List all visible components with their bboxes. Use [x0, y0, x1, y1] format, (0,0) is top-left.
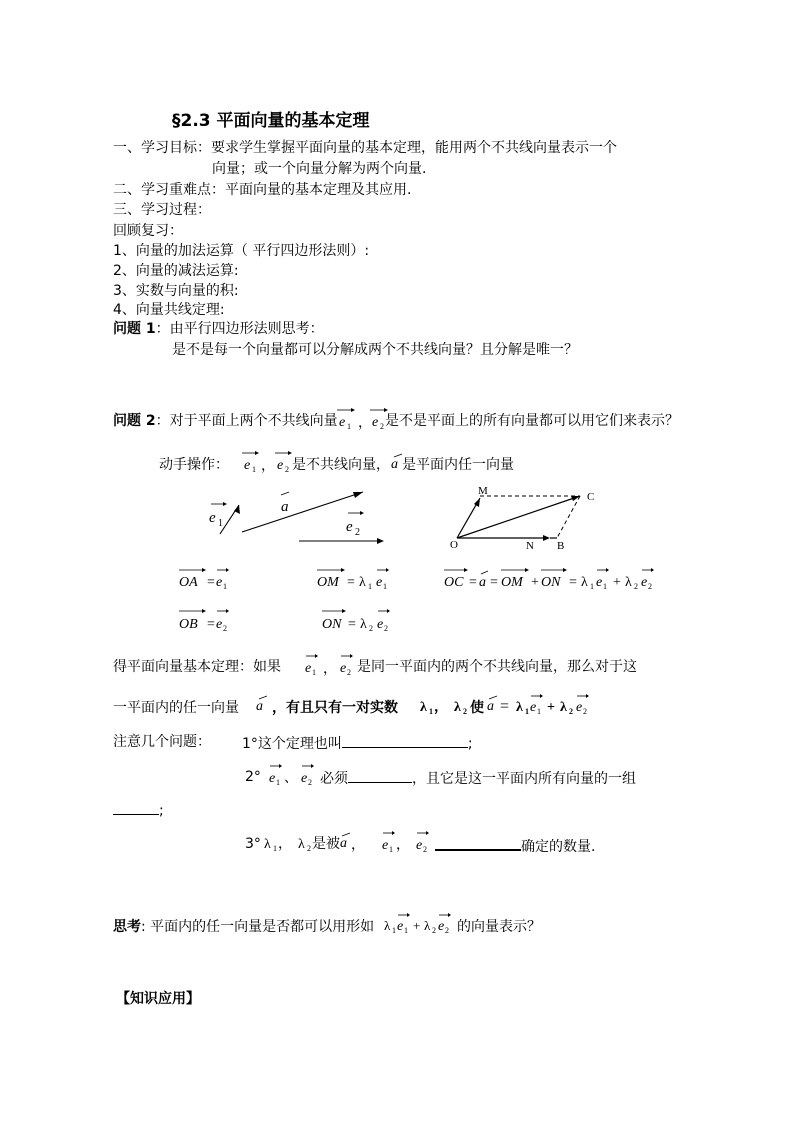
- svg-text:a: a: [391, 457, 398, 472]
- lambda-1: λ: [384, 918, 391, 933]
- page-title: §2.3 平面向量的基本定理: [172, 111, 370, 131]
- e1-symbol: e: [305, 661, 312, 676]
- note-1-end: ;: [467, 736, 473, 752]
- a-symbol: a: [487, 699, 494, 714]
- comma: ，: [323, 662, 337, 677]
- lambda-2: λ: [454, 700, 461, 715]
- vector-e1-sub: 1: [218, 518, 223, 529]
- eq-oc: OC: [444, 575, 464, 590]
- vector-e2-label: e: [346, 519, 353, 535]
- review-heading: 回顾复习：: [113, 223, 183, 239]
- lambda-1: λ: [264, 837, 271, 852]
- note-3: [435, 835, 595, 856]
- plus-sign: +: [531, 575, 539, 590]
- e2-symbol: e: [641, 575, 648, 590]
- hands-on-vectors: [236, 448, 296, 478]
- equation-block: [176, 566, 676, 638]
- theorem-mid: 是同一平面内的两个不共线向量，那么对于这: [357, 659, 637, 675]
- goal-line-2: 向量；或一个向量分解为两个向量.: [212, 161, 427, 177]
- e2-symbol: e: [301, 771, 308, 786]
- a-symbol: a: [340, 836, 347, 851]
- separator: 、: [284, 771, 298, 786]
- review-item: 3、实数与向量的积:: [113, 283, 239, 299]
- review-item: 2、向量的减法运算:: [113, 263, 239, 279]
- eq-sign: =: [500, 698, 510, 715]
- vector-e2-sub: 2: [355, 527, 360, 538]
- e1-subscript: 1: [389, 845, 393, 854]
- e2-symbol: e: [216, 617, 223, 632]
- note-1-text: 1°这个定理也叫: [242, 736, 342, 752]
- comma: ，: [261, 459, 275, 474]
- plus-sign: +: [613, 575, 621, 590]
- lambda-1-subscript: 1: [590, 582, 594, 591]
- note-1-blank[interactable]: [342, 733, 468, 748]
- plus-sign: +: [413, 918, 421, 933]
- point-n: N: [526, 540, 534, 552]
- lambda-1: λ: [581, 575, 588, 590]
- note-3-pre: 3°: [245, 836, 261, 852]
- eq-on: ON: [322, 617, 342, 632]
- vector-a-symbol: [255, 692, 269, 716]
- think-formula: [382, 911, 460, 939]
- eq-ob: OB: [179, 617, 198, 632]
- e1-subscript: 1: [603, 582, 607, 591]
- note-2-blank-2[interactable]: [113, 800, 159, 815]
- e1-symbol: e: [397, 919, 404, 934]
- theorem-vectors: [300, 652, 362, 680]
- hands-on-suffix: 是平面内任一向量: [402, 457, 514, 473]
- svg-text:a: a: [256, 699, 263, 714]
- lambda-1: λ: [420, 700, 427, 715]
- theorem-intro: 得平面向量基本定理：如果: [113, 659, 281, 675]
- e2-symbol: e: [416, 838, 423, 853]
- comma: ，: [434, 700, 448, 715]
- lambda-1-subscript: 1: [392, 926, 396, 935]
- e2-subscript: 2: [583, 707, 587, 716]
- process-heading: 三、学习过程：: [113, 202, 211, 218]
- e1-subscript: 1: [252, 465, 256, 474]
- theorem-combination: [486, 692, 616, 720]
- application-heading: 【知识应用】: [116, 991, 200, 1007]
- e2-symbol: e: [372, 415, 379, 430]
- lambda-1: λ: [516, 700, 523, 715]
- e1-subscript: 1: [223, 582, 227, 591]
- eq-sign: =: [347, 575, 355, 590]
- eq-on-inline: ON: [541, 575, 561, 590]
- point-b: B: [557, 540, 565, 552]
- a-symbol: a: [479, 575, 486, 590]
- e2-subscript: 2: [384, 624, 388, 633]
- point-m: M: [478, 485, 488, 497]
- e2-subscript: 2: [423, 845, 427, 854]
- vector-oc: [457, 496, 580, 538]
- review-item: 1、向量的加法运算（ 平行四边形法则）:: [113, 243, 370, 259]
- e2-symbol: e: [340, 661, 347, 676]
- e2-symbol: e: [377, 617, 384, 632]
- e2-symbol: e: [576, 700, 583, 715]
- lambda-2: λ: [625, 575, 632, 590]
- e1-symbol: e: [530, 700, 537, 715]
- key-points: 二、学习重难点：平面向量的基本定理及其应用.: [113, 182, 412, 198]
- comma: ，: [358, 416, 372, 431]
- question-2-text-a: ：对于平面上两个不共线向量: [155, 413, 338, 429]
- theorem-line-2c: 使: [470, 700, 484, 716]
- question-2-label: 问题 2: [113, 413, 156, 429]
- goal-line-1: 一、学习目标：要求学生掌握平面向量的基本定理，能用两个不共线向量表示一个: [113, 140, 617, 156]
- note-2-pre: 2°: [245, 769, 261, 785]
- e2-subscript: 2: [308, 778, 312, 787]
- lambda-2: λ: [560, 700, 567, 715]
- note-3-vectors: [339, 829, 435, 857]
- think-text-a: : 平面内的任一向量是否都可以用形如: [141, 919, 375, 935]
- lambda-2-subscript: 2: [307, 844, 311, 853]
- note-2-vectors: [264, 762, 320, 790]
- e2-subscript: 2: [347, 668, 351, 677]
- question-2: [113, 412, 338, 430]
- vector-a-label: a: [281, 499, 289, 515]
- e2-subscript: 2: [380, 422, 384, 431]
- lambda-1-subscript: 1: [525, 707, 529, 716]
- e2-subscript: 2: [285, 465, 289, 474]
- e1-subscript: 1: [404, 926, 408, 935]
- question-1-label: 问题 1: [113, 321, 156, 337]
- hands-on-prefix: 动手操作：: [159, 457, 229, 473]
- think: [113, 918, 374, 936]
- e1-subscript: 1: [276, 778, 280, 787]
- e1-subscript: 1: [537, 707, 541, 716]
- question-2-text-b: 是不是平面上的所有向量都可以用它们来表示？: [385, 413, 679, 429]
- e1-symbol: e: [596, 575, 603, 590]
- theorem-line-2b: ，有且只有一对实数: [272, 700, 398, 716]
- lambda-2: λ: [298, 837, 305, 852]
- lambda-2: λ: [360, 617, 367, 632]
- lambda-1-subscript: 1: [429, 707, 433, 716]
- note-2-blank-1[interactable]: [348, 768, 412, 783]
- theorem-real-pair: 有且只有一对实数: [286, 700, 398, 716]
- eq-sign: =: [490, 575, 498, 590]
- eq-oa: OA: [179, 575, 198, 590]
- plus-sign: +: [547, 700, 555, 715]
- question-1-text: ：由平行四边形法则思考：: [155, 321, 324, 337]
- lambda-2-subscript: 2: [634, 582, 638, 591]
- note-2-end: ;: [159, 803, 164, 819]
- comma: ，: [396, 838, 410, 853]
- lambda-1-subscript: 1: [368, 582, 372, 591]
- theorem-line-2a: 一平面内的任一向量: [113, 700, 239, 716]
- eq-sign: =: [569, 575, 577, 590]
- lambda-2-subscript: 2: [463, 707, 467, 716]
- lambda-2: λ: [424, 918, 431, 933]
- comma: ，: [351, 838, 365, 853]
- lambda-2-subscript: 2: [569, 707, 573, 716]
- review-item: 4、向量共线定理:: [113, 302, 225, 318]
- notes-heading: 注意几个问题：: [113, 734, 211, 750]
- note-2: [320, 768, 636, 788]
- vector-figure: [200, 478, 680, 558]
- e1-subscript: 1: [383, 582, 387, 591]
- note-1: [242, 733, 473, 753]
- eq-sign: =: [207, 617, 215, 632]
- lambda-2-subscript: 2: [369, 624, 373, 633]
- e2-subscript: 2: [648, 582, 652, 591]
- point-o: O: [450, 539, 458, 551]
- note-3-blank[interactable]: [435, 835, 521, 851]
- e1-symbol: e: [376, 575, 383, 590]
- eq-sign: =: [469, 575, 477, 590]
- e2-symbol: e: [438, 919, 445, 934]
- note-3-text: 确定的数量.: [521, 839, 596, 855]
- e1-symbol: e: [382, 838, 389, 853]
- e1-subscript: 1: [347, 422, 351, 431]
- eq-om: OM: [317, 575, 339, 590]
- lambda-1: λ: [359, 575, 366, 590]
- vector-a-arrow: [242, 492, 363, 532]
- e1-symbol: e: [244, 458, 251, 473]
- lambda-2-subscript: 2: [432, 926, 436, 935]
- note-2-must: 必须: [320, 771, 348, 787]
- eq-sign: =: [348, 617, 356, 632]
- note-2-text: ，且它是这一平面内所有向量的一组: [412, 771, 636, 787]
- question-1: [113, 320, 324, 338]
- e2-subscript: 2: [223, 624, 227, 633]
- e1-subscript: 1: [312, 668, 316, 677]
- eq-sign: =: [207, 575, 215, 590]
- e1-symbol: e: [269, 771, 276, 786]
- e2-subscript: 2: [445, 926, 449, 935]
- comma: ，: [278, 837, 292, 852]
- question-1-body: 是不是每一个向量都可以分解成两个不共线向量？且分解是唯一？: [172, 342, 578, 358]
- eq-om-inline: OM: [501, 575, 523, 590]
- hands-on-middle: 是不共线向量，: [292, 457, 390, 473]
- point-c: C: [587, 491, 595, 503]
- note-2-cont: [113, 800, 164, 820]
- e1-symbol: e: [339, 415, 346, 430]
- vector-e1-label: e: [209, 510, 216, 526]
- think-text-b: 的向量表示？: [457, 919, 541, 935]
- lambda-1-subscript: 1: [273, 844, 277, 853]
- e2-symbol: e: [277, 458, 284, 473]
- note-3-mid: 是被: [312, 836, 340, 852]
- e1-symbol: e: [216, 575, 223, 590]
- think-label: 思考: [113, 919, 141, 935]
